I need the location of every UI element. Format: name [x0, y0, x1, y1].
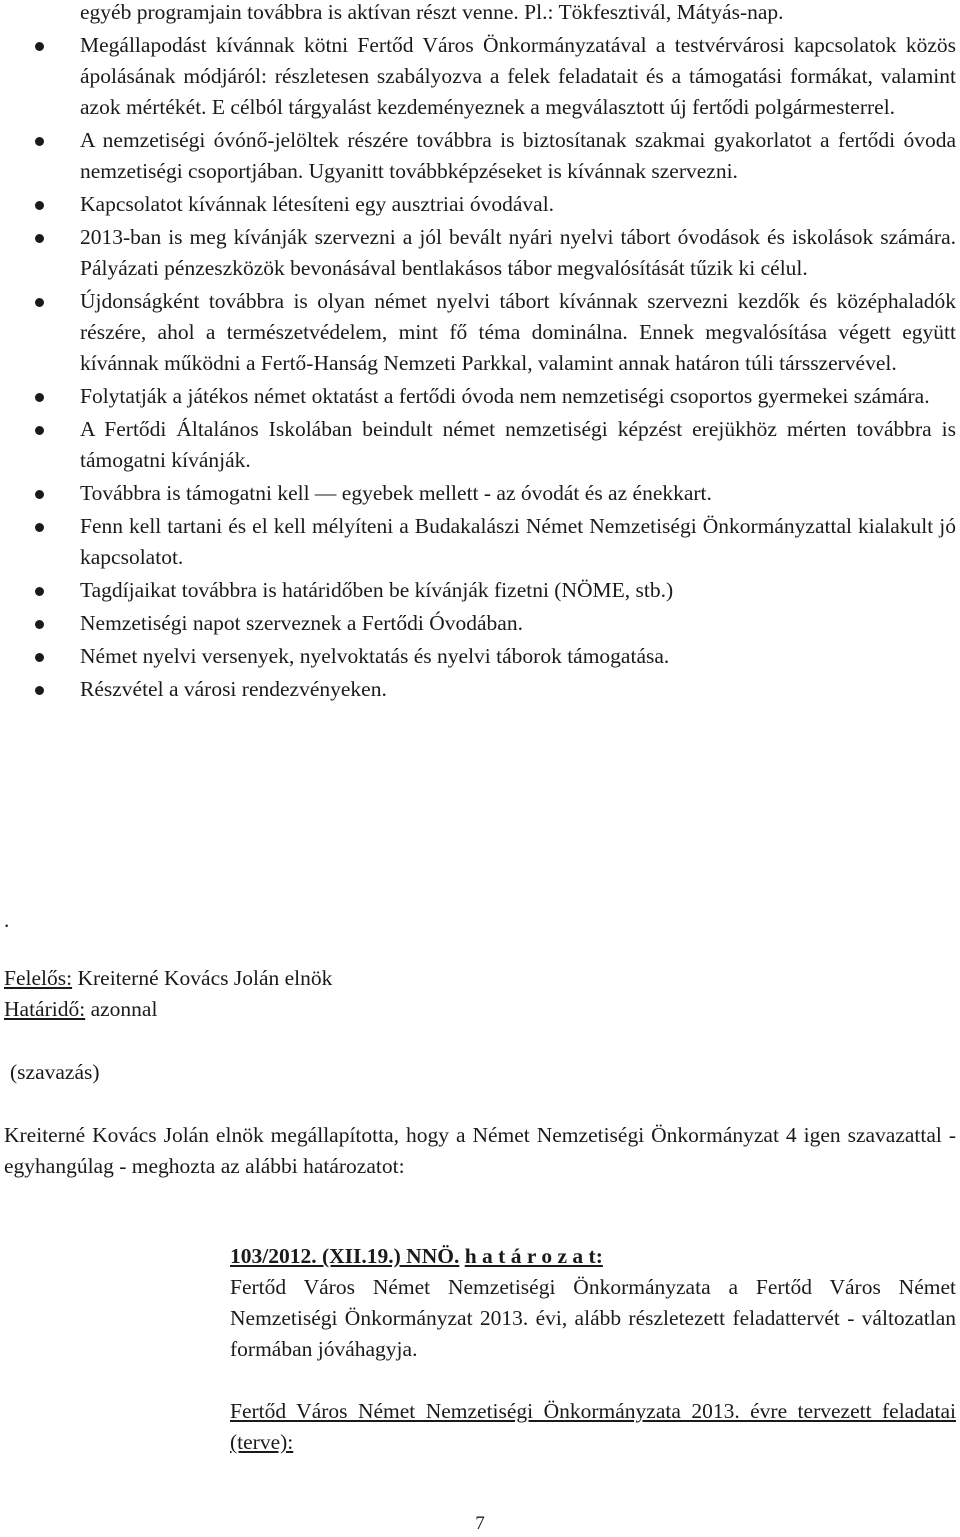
- list-item-text: 2013-ban is meg kívánják szervezni a jól bevált nyári nyelvi tábort óvodások és iskolások számára. Pályázati pénzeszközök bevonásával bentlakásos tábor megvalósítását tűzik ki célul.: [80, 225, 956, 280]
- list-item: [0, 189, 960, 220]
- list-item-text: A Fertődi Általános Iskolában beindult német nemzetiségi képzést erejükhöz mérten továbbra is támogatni kívánják.: [80, 417, 956, 472]
- bullet-icon: [35, 137, 44, 146]
- plan-title: Fertőd Város Német Nemzetiségi Önkormányzata 2013. évre tervezett feladatai (terve):: [230, 1399, 956, 1454]
- list-item-text: Fenn kell tartani és el kell mélyíteni a Budakalászi Német Nemzetiségi Önkormányzattal kialakult jó kapcsolatot.: [80, 514, 956, 569]
- list-item-text: egyéb programjain továbbra is aktívan részt venne. Pl.: Tökfesztivál, Mátyás-nap.: [80, 0, 784, 24]
- list-item: [0, 30, 960, 123]
- resolution-body: Fertőd Város Német Nemzetiségi Önkormányzata a Fertőd Város Német Nemzetiségi Önkormányzat 2013. évi, alább részletezett feladattervét - változatlan formában jóváhagyja.: [230, 1275, 956, 1361]
- list-item-continued: [0, 0, 960, 28]
- list-item: [0, 478, 960, 509]
- bullet-icon: [35, 393, 44, 402]
- list-item-text: Német nyelvi versenyek, nyelvoktatás és nyelvi táborok támogatása.: [80, 644, 670, 668]
- list-item-text: Újdonságként továbbra is olyan német nyelvi tábort kívánnak szervezni kezdők és középhaladók részére, ahol a természetvédelem, mint fő téma dominálna. Ennek megvalósítása végett együtt kívánnak működni a Fertő-Hanság Nemzeti Parkkal, valamint annak határon túli társszervével.: [80, 289, 956, 375]
- list-item: [0, 674, 960, 705]
- list-item-text: Megállapodást kívánnak kötni Fertőd Város Önkormányzatával a testvérvárosi kapcsolatok közös ápolásának módjáról: részletesen szabályozva a felek feladatait és a támogatási formákat, valamint azok mértékét. E célból tárgyalást kezdeményeznek a megválasztott új fertődi polgármesterrel.: [80, 33, 956, 119]
- responsible-value: Kreiterné Kovács Jolán elnök: [72, 966, 333, 990]
- chair-statement: Kreiterné Kovács Jolán elnök megállapította, hogy a Német Nemzetiségi Önkormányzat 4 igen szavazattal - egyhangúlag - meghozta az alábbi határozatot:: [4, 1123, 956, 1178]
- bullet-icon: [35, 426, 44, 435]
- list-item: [0, 381, 960, 412]
- bullet-icon: [35, 298, 44, 307]
- vote-note: (szavazás): [10, 1060, 100, 1084]
- deadline-value: azonnal: [85, 997, 158, 1021]
- resolution-header: [230, 1241, 956, 1272]
- responsible-line: [4, 963, 956, 994]
- list-item-text: Folytatják a játékos német oktatást a fertődi óvoda nem nemzetiségi csoportos gyermekei számára.: [80, 384, 930, 408]
- bullet-icon: [35, 490, 44, 499]
- list-item: [0, 608, 960, 639]
- resolution-heading: h a t á r o z a t:: [464, 1244, 603, 1268]
- stray-dot: .: [4, 908, 10, 932]
- list-item: [0, 222, 960, 284]
- list-item: [0, 575, 960, 606]
- bullet-icon: [35, 234, 44, 243]
- list-item: [0, 641, 960, 672]
- resolution-number: 103/2012. (XII.19.) NNÖ.: [230, 1244, 460, 1268]
- list-item: [0, 286, 960, 379]
- list-item: [0, 125, 960, 187]
- resolution-block: [230, 1241, 956, 1458]
- deadline-line: [4, 994, 956, 1025]
- list-item: [0, 414, 960, 476]
- bullet-icon: [35, 686, 44, 695]
- bullet-icon: [35, 620, 44, 629]
- bullet-icon: [35, 653, 44, 662]
- list-item-text: A nemzetiségi óvónő-jelöltek részére továbbra is biztosítanak szakmai gyakorlatot a fertődi óvoda nemzetiségi csoportjában. Ugyanitt továbbképzéseket is kívánnak szervezni.: [80, 128, 956, 183]
- responsible-label: Felelős:: [4, 966, 73, 990]
- list-item: [0, 511, 960, 573]
- list-item-text: Részvétel a városi rendezvényeken.: [80, 677, 387, 701]
- list-item-text: Tagdíjaikat továbbra is határidőben be kívánják fizetni (NÖME, stb.): [80, 578, 674, 602]
- task-bullet-list: [0, 0, 960, 707]
- list-item-text: Kapcsolatot kívánnak létesíteni egy ausztriai óvodával.: [80, 192, 555, 216]
- list-item-text: Nemzetiségi napot szerveznek a Fertődi Óvodában.: [80, 611, 523, 635]
- bullet-icon: [35, 201, 44, 210]
- bullet-icon: [35, 42, 44, 51]
- bullet-icon: [35, 587, 44, 596]
- list-item-text: Továbbra is támogatni kell — egyebek mellett - az óvodát és az énekkart.: [80, 481, 712, 505]
- page-number: 7: [475, 1513, 485, 1534]
- bullet-icon: [35, 523, 44, 532]
- deadline-label: Határidő:: [4, 997, 86, 1021]
